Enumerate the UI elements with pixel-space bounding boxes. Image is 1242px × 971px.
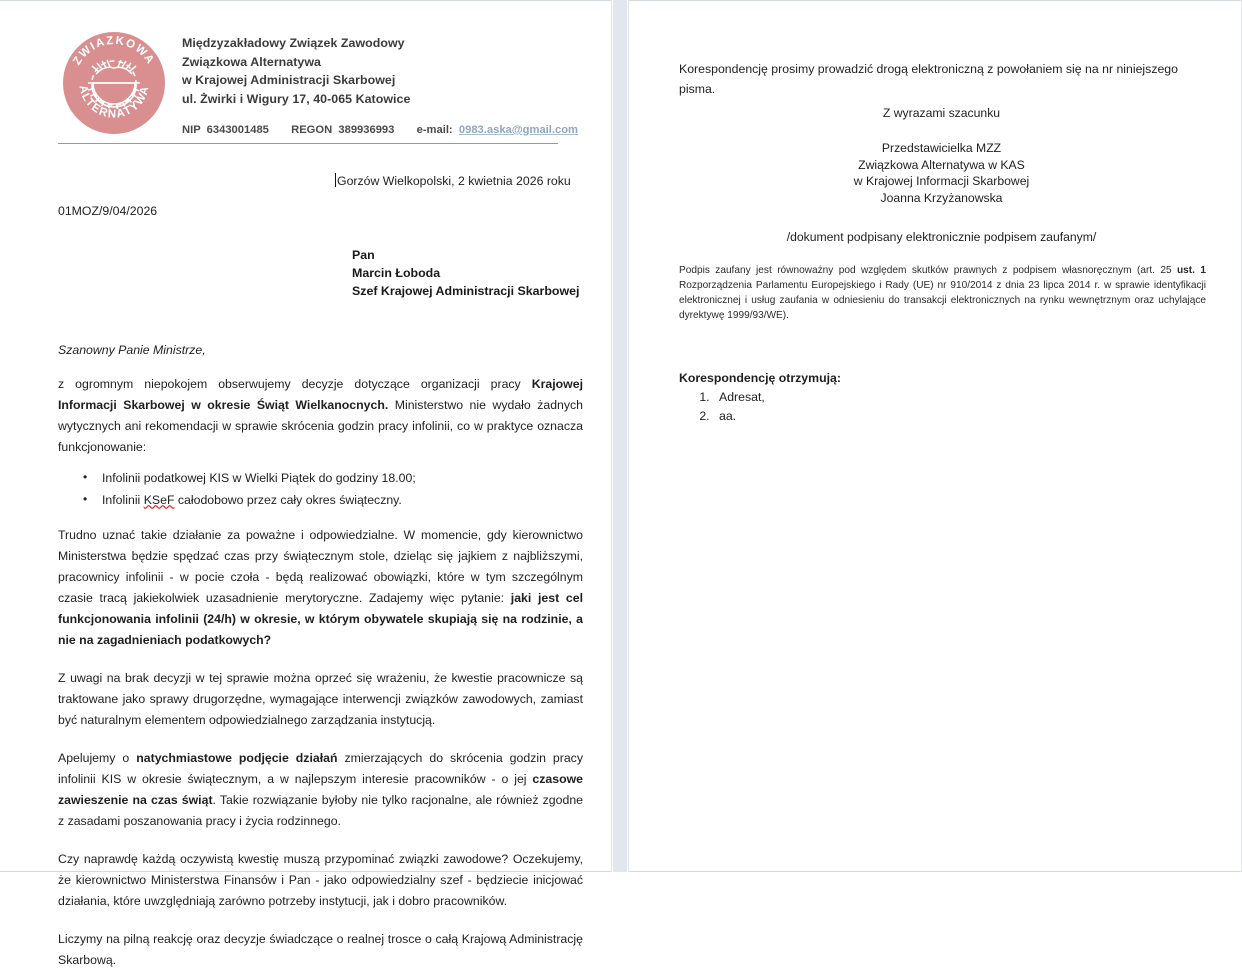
- recipients-section: [679, 371, 841, 426]
- para1-seg2: Ministerstwo nie wydało żadnych wytycznych ani rekomendacji w sprawie skrócenia godzin pracy infolinii, co w praktyce oznacza funkcjonowanie:: [58, 398, 584, 454]
- recipients-title: Korespondencję otrzymują:: [679, 371, 841, 385]
- page-1: [0, 0, 612, 967]
- org-line-1: Międzyzakładowy Związek Zawodowy: [182, 36, 405, 50]
- paragraph-1: [58, 374, 583, 458]
- legal-seg2: Rozporządzenia Parlamentu Europejskiego i Rady (UE) nr 910/2014 z dnia 23 lipca 2014 r. w sprawie identyfikacji elektronicznej i usług zaufania w odniesieniu do transakcji elektronicznych na rynku wewnętrznym oraz uchylające dyrektywę 1999/93/WE).: [679, 280, 1206, 321]
- org-line-3: w Krajowej Administracji Skarbowej: [182, 73, 396, 87]
- correspondence-note: Korespondencję prosimy prowadzić drogą elektroniczną z powołaniem się na nr niniejszego pisma.: [679, 62, 1178, 96]
- signature-line-4: Joanna Krzyżanowska: [880, 190, 1003, 205]
- paragraph-3: Z uwagi na brak decyzji w tej sprawie można oprzeć się wrażeniu, że kwestie pracownicze są traktowane jako sprawy drugorzędne, wymagające interwencji związków zawodowych, zamiast być naturalnym elementem odpowiedzialnego zarządzania instytucją.: [58, 671, 583, 727]
- paragraph-2: [58, 525, 583, 651]
- para4-bold2: czasowe zawieszenie na czas świąt: [58, 772, 583, 807]
- addressee-line-2: Marcin Łoboda: [352, 266, 441, 280]
- org-line-4: ul. Żwirki i Wigury 17, 40-065 Katowice: [182, 91, 411, 106]
- addressee-block: [352, 246, 579, 300]
- legal-seg1: Podpis zaufany jest równoważny pod względem skutków prawnych z podpisem własnoręcznym (art. 25: [679, 265, 1178, 276]
- nip-label: NIP: [182, 124, 201, 136]
- organization-name: [182, 34, 578, 108]
- para4-bold1: natychmiastowe podjęcie działań: [136, 751, 338, 765]
- text-caret: [335, 173, 336, 187]
- email-link[interactable]: 0983.aska@gmail.com: [458, 124, 578, 136]
- addressee-line-3: Szef Krajowej Administracji Skarbowej: [352, 284, 580, 298]
- para1-bold1: Krajowej Informacji Skarbowej w okresie Świąt Wielkanocnych.: [58, 377, 583, 412]
- signature-line-2: Związkowa Alternatywa w KAS: [858, 157, 1025, 172]
- nip-value: 6343001485: [206, 124, 269, 136]
- signature-block: [679, 140, 1204, 206]
- spellcheck-error-ksef: KSeF: [143, 492, 175, 507]
- para4-seg3: . Takie rozwiązanie byłoby nie tylko racjonalne, ale również zgodne z zasadami poszanowania pracy i życia rodzinnego.: [58, 793, 584, 828]
- legal-bold1: ust. 1: [1177, 265, 1206, 276]
- reference-number: 01MOZ/9/04/2026: [58, 204, 158, 218]
- addressee-line-1: Pan: [352, 248, 375, 262]
- paragraph-5: Czy naprawdę każdą oczywistą kwestię muszą przypominać związki zawodowe? Oczekujemy, że kierownictwo Ministerstwa Finansów i Pan - jako odpowiedzialny szef - będziecie inicjować działania, które uwzględniają zarówno potrzeby instytucji, jak i dobro pracowników.: [58, 852, 583, 908]
- bullet-2-seg1: Infolinii: [102, 492, 144, 507]
- dateline: [335, 173, 571, 188]
- svg-text:ZWIAZKOWA: ZWIAZKOWA: [71, 34, 157, 68]
- para4-seg1: Apelujemy o: [58, 751, 137, 765]
- bullet-1-text: Infolinii podatkowej KIS w Wielki Piątek do godziny 18.00;: [102, 471, 416, 485]
- organization-identifiers: [182, 124, 578, 136]
- list-item: 2. aa.: [713, 407, 841, 426]
- para4-seg2: zmierzających do skrócenia godzin pracy infolinii KIS w okresie świątecznym, a w najlepszym interesie pracowników - o jej: [58, 751, 583, 786]
- recipients-list: [679, 388, 841, 426]
- page-gutter: [612, 0, 628, 872]
- regon-label: REGON: [291, 124, 333, 136]
- para1-seg1: z ogromnym niepokojem obserwujemy decyzje dotyczące organizacji pracy: [58, 377, 532, 391]
- electronic-signature-note: /dokument podpisany elektronicznie podpisem zaufanym/: [786, 230, 1097, 244]
- bullet-2-seg2: całodobowo przez cały okres świąteczny.: [174, 492, 402, 507]
- paragraph-6: Liczymy na pilną reakcję oraz decyzje świadczące o realnej trosce o całą Krajową Administrację Skarbową.: [58, 932, 583, 967]
- list-item: [58, 468, 583, 490]
- page-2: [628, 0, 1241, 872]
- letter-body: [58, 343, 583, 971]
- paragraph-4: [58, 748, 583, 832]
- signature-line-3: w Krajowej Informacji Skarbowej: [853, 174, 1030, 188]
- salutation: Szanowny Panie Ministrze,: [58, 343, 206, 357]
- list-item: [58, 490, 583, 512]
- org-line-2: Związkowa Alternatywa: [182, 54, 321, 69]
- dateline-text: Gorzów Wielkopolski, 2 kwietnia 2026 roku: [337, 174, 571, 188]
- signature-line-1: Przedstawicielka MZZ: [881, 141, 1002, 155]
- letterhead-divider: [58, 143, 558, 144]
- para2-seg1: Trudno uznać takie działanie za poważne i odpowiedzialne. W momencie, gdy kierownictwo Ministerstwa będzie spędzać czas przy świątecznym stole, dzieląc się jajkiem z najbliższymi, pracownicy infolinii - w pocie czoła - będą realizować obowiązki, które w tym szczególnym czasie tracą jakiekolwiek uzasadnienie merytoryczne. Zadajemy więc pytanie:: [58, 528, 583, 605]
- regards-line: Z wyrazami szacunku: [882, 106, 1001, 120]
- svg-text:ALTERNATYWA: ALTERNATYWA: [76, 84, 152, 121]
- email-label: e-mail:: [416, 124, 453, 136]
- organization-details: [182, 27, 578, 136]
- list-item: 1. Adresat,: [713, 388, 841, 407]
- letterhead: [58, 27, 578, 139]
- union-seal-logo-icon: [58, 27, 170, 139]
- para2-bold1: jaki jest cel funkcjonowania infolinii (24/h) w okresie, w którym obywatele skupiają się na rodzinie, a nie na zagadnieniach podatkowych?: [58, 591, 583, 647]
- bullet-list: [58, 468, 583, 511]
- signature-area: [679, 106, 1204, 244]
- regon-value: 389936993: [338, 124, 395, 136]
- legal-disclaimer: [679, 263, 1206, 323]
